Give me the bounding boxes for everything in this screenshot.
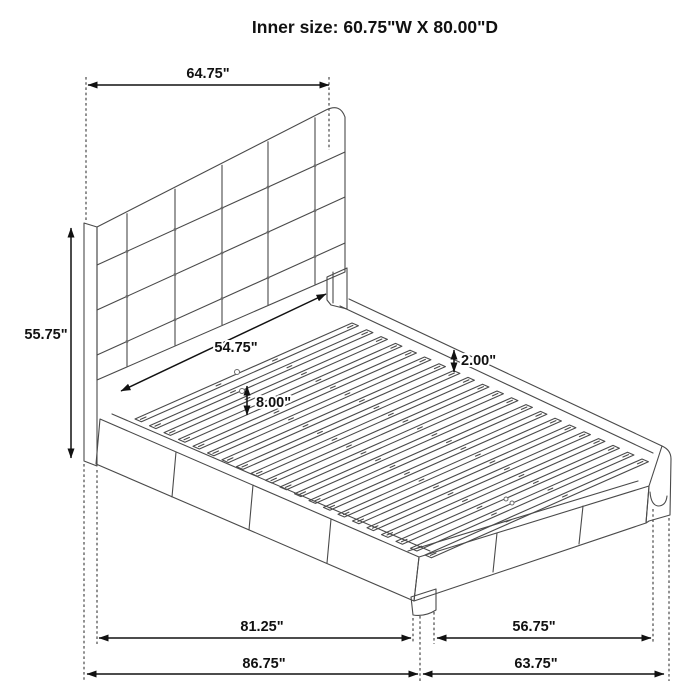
dim-label-slat-gap: 8.00" bbox=[256, 395, 292, 411]
dim-label-base-inner-width: 56.75" bbox=[512, 619, 556, 635]
dim-label-headboard-width: 64.75" bbox=[186, 66, 230, 82]
slat-deck bbox=[135, 323, 648, 558]
slat-mark bbox=[490, 461, 495, 463]
slat-mark bbox=[273, 359, 278, 361]
dimension-lines bbox=[71, 85, 664, 674]
dim-label-headboard-inner-width: 54.75" bbox=[214, 340, 258, 356]
slat-mark bbox=[389, 413, 394, 415]
tuft-button bbox=[126, 250, 129, 253]
slat-mark bbox=[316, 379, 321, 381]
slat-clip bbox=[256, 471, 261, 473]
slat-mark bbox=[331, 386, 336, 388]
slat-mark bbox=[405, 472, 410, 474]
foot-right-corner bbox=[646, 446, 671, 523]
slat-mark bbox=[461, 447, 466, 449]
slat-clip bbox=[227, 458, 232, 460]
slat-clip bbox=[198, 444, 203, 446]
diagram-title: Inner size: 60.75"W X 80.00"D bbox=[251, 17, 499, 37]
slat-mark bbox=[563, 495, 568, 497]
slat-mark bbox=[347, 445, 352, 447]
slat-clip bbox=[169, 431, 174, 433]
slat-clip bbox=[594, 441, 599, 443]
tufting-grid bbox=[97, 118, 345, 366]
slat-clip bbox=[449, 373, 454, 375]
slat-clip bbox=[507, 400, 512, 402]
extension-lines bbox=[84, 77, 669, 681]
slat-clip bbox=[362, 332, 367, 334]
slat-clip bbox=[376, 339, 381, 341]
slat-mark bbox=[361, 452, 366, 454]
slat-mark bbox=[303, 425, 308, 427]
slat-clip bbox=[140, 417, 145, 419]
slat-mark bbox=[476, 454, 481, 456]
slat-mark bbox=[318, 431, 323, 433]
slat-clip bbox=[213, 451, 218, 453]
slat-mark bbox=[332, 438, 337, 440]
slat-clip bbox=[242, 465, 247, 467]
slat-clip bbox=[623, 455, 628, 457]
tuft-button bbox=[267, 186, 270, 189]
slat-clip bbox=[478, 387, 483, 389]
tuft-button bbox=[221, 297, 224, 300]
slat-clip bbox=[155, 424, 160, 426]
tuft-button bbox=[267, 231, 270, 234]
slat-mark bbox=[390, 465, 395, 467]
slat-mark bbox=[274, 411, 279, 413]
slat-mark bbox=[403, 420, 408, 422]
slat-mark bbox=[548, 488, 553, 490]
slat-clip bbox=[391, 346, 396, 348]
tuft-button bbox=[314, 255, 317, 258]
slat-clip bbox=[521, 407, 526, 409]
tuft-button bbox=[221, 207, 224, 210]
slat-clip bbox=[579, 434, 584, 436]
foot-right-leg bbox=[650, 492, 667, 506]
headboard-right-leg bbox=[327, 268, 347, 309]
slat-clip bbox=[405, 353, 410, 355]
dim-label-slat-height: 2.00" bbox=[461, 353, 497, 369]
slat-clip bbox=[536, 414, 541, 416]
slat-mark bbox=[360, 400, 365, 402]
slat-clip bbox=[550, 421, 555, 423]
tuft-button bbox=[126, 340, 129, 343]
headboard bbox=[84, 108, 347, 466]
slat-clip bbox=[565, 427, 570, 429]
slat-mark bbox=[374, 406, 379, 408]
right-side-rail bbox=[340, 299, 662, 453]
slat-mark bbox=[477, 506, 482, 508]
headboard-side-strip bbox=[84, 223, 97, 466]
slat-mark bbox=[216, 384, 221, 386]
tuft-button bbox=[314, 164, 317, 167]
slat-clip bbox=[463, 380, 468, 382]
slat-mark bbox=[419, 479, 424, 481]
slat-clip bbox=[637, 461, 642, 463]
slat-clip bbox=[184, 437, 189, 439]
slat-mark bbox=[289, 418, 294, 420]
slat-mark bbox=[432, 434, 437, 436]
tuft-button bbox=[174, 273, 177, 276]
slat-clip bbox=[300, 492, 305, 494]
slat-mark bbox=[492, 513, 497, 515]
tuft-button bbox=[174, 228, 177, 231]
bed-drawing bbox=[84, 108, 671, 616]
slat-mark bbox=[302, 372, 307, 374]
slat-mark bbox=[447, 440, 452, 442]
tuft-button bbox=[267, 276, 270, 279]
slat-clip bbox=[347, 325, 352, 327]
slat-mark bbox=[345, 393, 350, 395]
slat-clip bbox=[434, 366, 439, 368]
tuft-button bbox=[174, 318, 177, 321]
slat-clip bbox=[271, 478, 276, 480]
slat-mark bbox=[463, 499, 468, 501]
slat-mark bbox=[376, 459, 381, 461]
slat-mark bbox=[519, 474, 524, 476]
slat-mark bbox=[434, 486, 439, 488]
slat-mark bbox=[448, 493, 453, 495]
tuft-button bbox=[221, 252, 224, 255]
slat-clip bbox=[314, 499, 319, 501]
slat-mark bbox=[418, 427, 423, 429]
dim-label-headboard-height: 55.75" bbox=[24, 327, 68, 343]
dim-label-base-inner-length: 81.25" bbox=[240, 619, 284, 635]
slat-clip bbox=[608, 448, 613, 450]
slat-clip bbox=[492, 393, 497, 395]
tuft-button bbox=[314, 209, 317, 212]
slat-mark bbox=[287, 366, 292, 368]
dim-label-base-outer-length: 86.75" bbox=[242, 656, 286, 672]
tuft-button bbox=[126, 295, 129, 298]
slat-mark bbox=[534, 481, 539, 483]
slat-mark bbox=[505, 468, 510, 470]
dim-label-base-outer-width: 63.75" bbox=[514, 656, 558, 672]
slat-mark bbox=[231, 391, 236, 393]
slat-clip bbox=[285, 485, 290, 487]
slat-clip bbox=[420, 359, 425, 361]
